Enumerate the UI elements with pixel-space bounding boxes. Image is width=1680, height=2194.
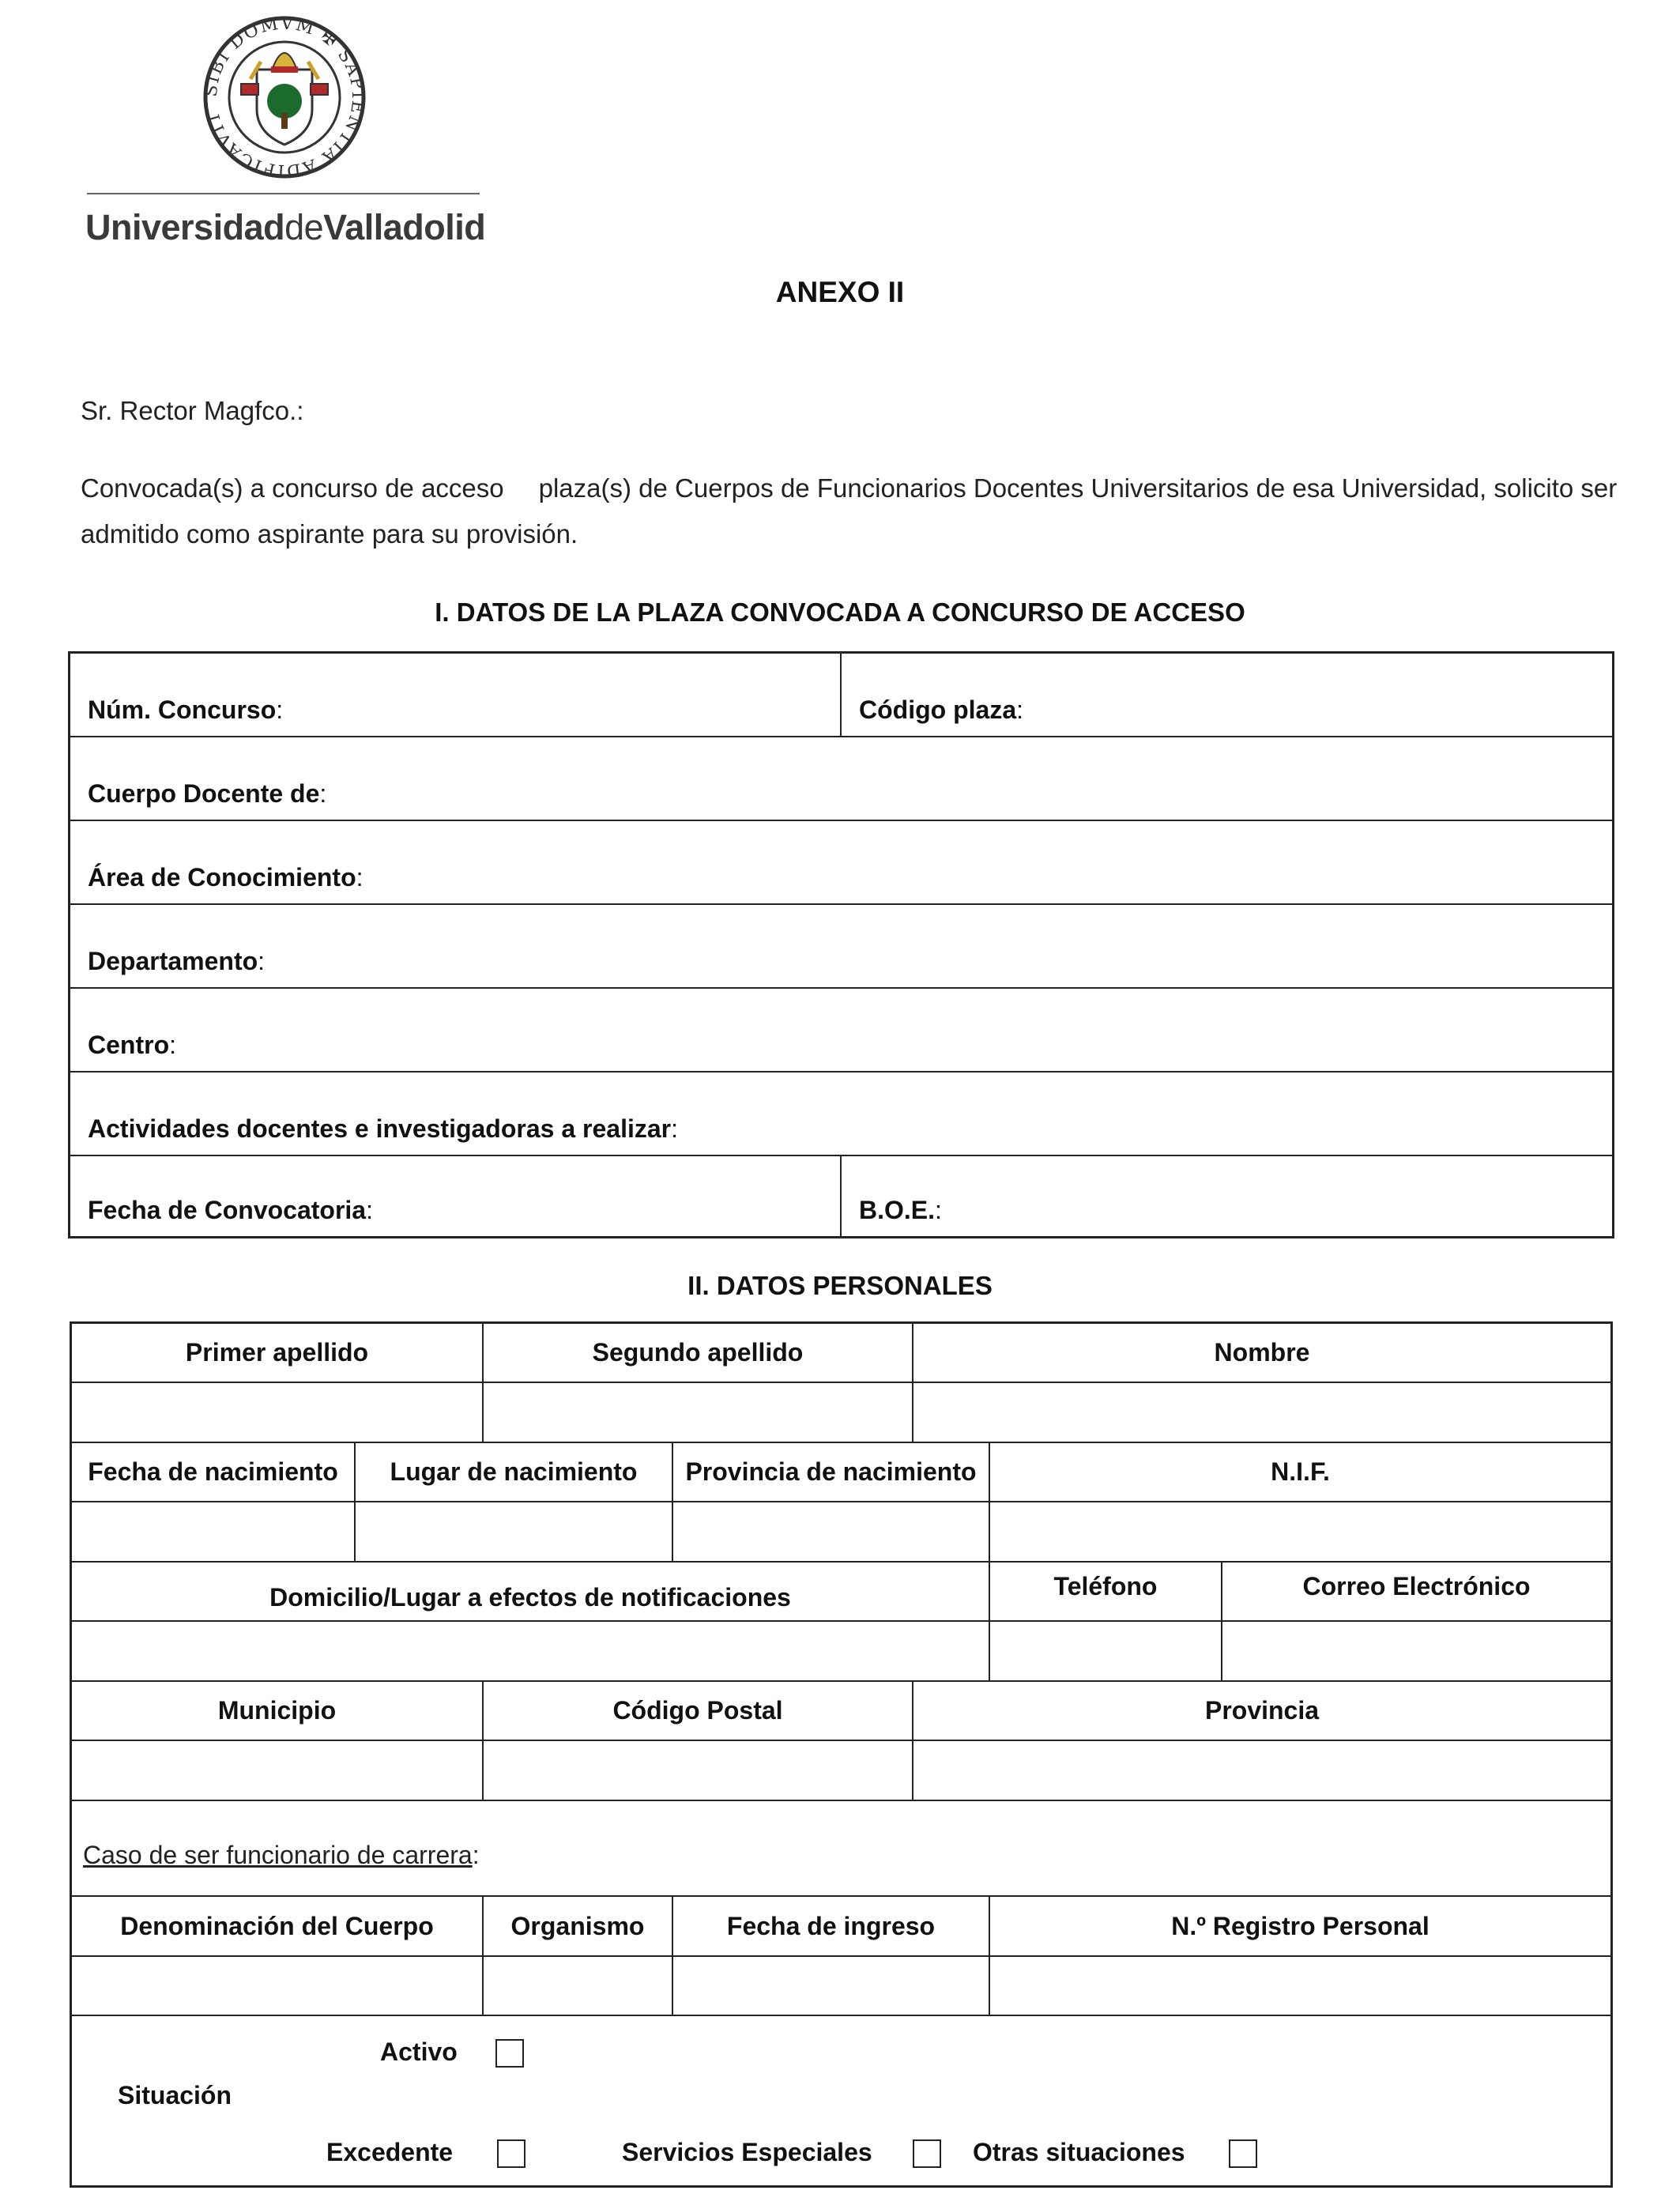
- fecha-nacimiento-input[interactable]: [72, 1502, 354, 1561]
- fecha-ingreso-input[interactable]: [673, 1957, 989, 2015]
- document-title: ANEXO II: [775, 276, 905, 308]
- nombre-input[interactable]: [913, 1383, 1610, 1442]
- header-telefono: Teléfono: [1053, 1571, 1158, 1600]
- codigo-postal-input[interactable]: [484, 1741, 912, 1800]
- salutation: Sr. Rector Magfco.:: [81, 396, 304, 425]
- intro-paragraph: Convocada(s) a concurso de acceso plaza(s) de Cuerpos de Funcionarios Docentes Universitarios de esa Universidad, solicito ser admitido como aspirante para su provisión.: [81, 473, 1618, 548]
- provincia-input[interactable]: [913, 1741, 1610, 1800]
- section-1-title: I. DATOS DE LA PLAZA CONVOCADA A CONCURSO DE ACCESO: [435, 598, 1245, 627]
- header-segundo-apellido: Segundo apellido: [592, 1338, 804, 1367]
- otras-situaciones-checkbox[interactable]: [1229, 2139, 1257, 2168]
- row-concurso: [70, 654, 1612, 737]
- num-concurso-field[interactable]: Núm. Concurso :: [88, 696, 284, 724]
- row-cuerpo: [70, 737, 1612, 821]
- header-lugar-nacimiento: Lugar de nacimiento: [390, 1457, 638, 1486]
- telefono-input[interactable]: [990, 1622, 1221, 1680]
- servicios-especiales-label: Servicios Especiales: [622, 2138, 872, 2166]
- departamento-field[interactable]: Departamento :: [88, 947, 266, 975]
- plaza-data-table: [68, 651, 1614, 1238]
- registro-personal-input[interactable]: [990, 1957, 1610, 2015]
- header-provincia-nacimiento: Provincia de nacimiento: [685, 1457, 977, 1486]
- correo-input[interactable]: [1222, 1622, 1610, 1680]
- header-provincia: Provincia: [1204, 1696, 1320, 1725]
- caso-funcionario-label: Caso de ser funcionario de carrera:: [83, 1841, 480, 1869]
- row-area: [70, 821, 1612, 905]
- fecha-convocatoria-field[interactable]: Fecha de Convocatoria :: [88, 1196, 373, 1224]
- primer-apellido-input[interactable]: [72, 1383, 482, 1442]
- provincia-nacimiento-input[interactable]: [673, 1502, 989, 1561]
- organismo-input[interactable]: [484, 1957, 672, 2015]
- personal-data-table: [70, 1321, 1613, 2188]
- logo-divider: [87, 193, 480, 194]
- row-centro: [70, 989, 1612, 1072]
- municipio-input[interactable]: [72, 1741, 482, 1800]
- header-nombre: Nombre: [1214, 1338, 1310, 1367]
- header-registro-personal: N.º Registro Personal: [1171, 1911, 1430, 1940]
- activo-label: Activo: [380, 2038, 458, 2066]
- header-organismo: Organismo: [510, 1911, 645, 1940]
- domicilio-input[interactable]: [72, 1622, 989, 1680]
- header-denominacion-cuerpo: Denominación del Cuerpo: [120, 1911, 434, 1940]
- header-municipio: Municipio: [217, 1696, 337, 1725]
- excedente-label: Excedente: [326, 2138, 454, 2166]
- situacion-label: Situación: [118, 2081, 232, 2109]
- otras-situaciones-label: Otras situaciones: [973, 2138, 1185, 2166]
- header-correo: Correo Electrónico: [1302, 1571, 1531, 1600]
- header-fecha-nacimiento: Fecha de nacimiento: [88, 1457, 338, 1486]
- header-codigo-postal: Código Postal: [612, 1696, 783, 1725]
- seal-motto: SIBI DOMVM ✠ SAPIENTIA ADIFICAVIT: [202, 14, 367, 180]
- row-actividades: [70, 1072, 1612, 1156]
- denominacion-cuerpo-input[interactable]: [72, 1957, 482, 2015]
- header-domicilio: Domicilio/Lugar a efectos de notificaciones: [269, 1583, 791, 1612]
- centro-field[interactable]: Centro :: [88, 1031, 176, 1059]
- codigo-plaza-field[interactable]: Código plaza :: [859, 696, 1023, 724]
- header-primer-apellido: Primer apellido: [185, 1338, 369, 1367]
- university-name: UniversidaddeValladolid: [85, 207, 486, 247]
- servicios-especiales-checkbox[interactable]: [913, 2139, 941, 2168]
- university-seal-logo: [202, 14, 367, 180]
- row-departamento: [70, 905, 1612, 989]
- nif-input[interactable]: [990, 1502, 1610, 1561]
- activo-checkbox[interactable]: [495, 2039, 524, 2068]
- lugar-nacimiento-input[interactable]: [356, 1502, 672, 1561]
- excedente-checkbox[interactable]: [497, 2139, 525, 2168]
- segundo-apellido-input[interactable]: [484, 1383, 912, 1442]
- area-conocimiento-field[interactable]: Área de Conocimiento :: [88, 863, 363, 892]
- boe-field[interactable]: B.O.E. :: [859, 1196, 942, 1224]
- actividades-field[interactable]: Actividades docentes e investigadoras a realizar :: [88, 1114, 678, 1143]
- header-fecha-ingreso: Fecha de ingreso: [726, 1911, 936, 1940]
- section-2-title: II. DATOS PERSONALES: [687, 1271, 993, 1300]
- cuerpo-docente-field[interactable]: Cuerpo Docente de :: [88, 779, 327, 808]
- header-nif: N.I.F.: [1271, 1457, 1330, 1486]
- row-fecha-boe: [70, 1156, 1612, 1236]
